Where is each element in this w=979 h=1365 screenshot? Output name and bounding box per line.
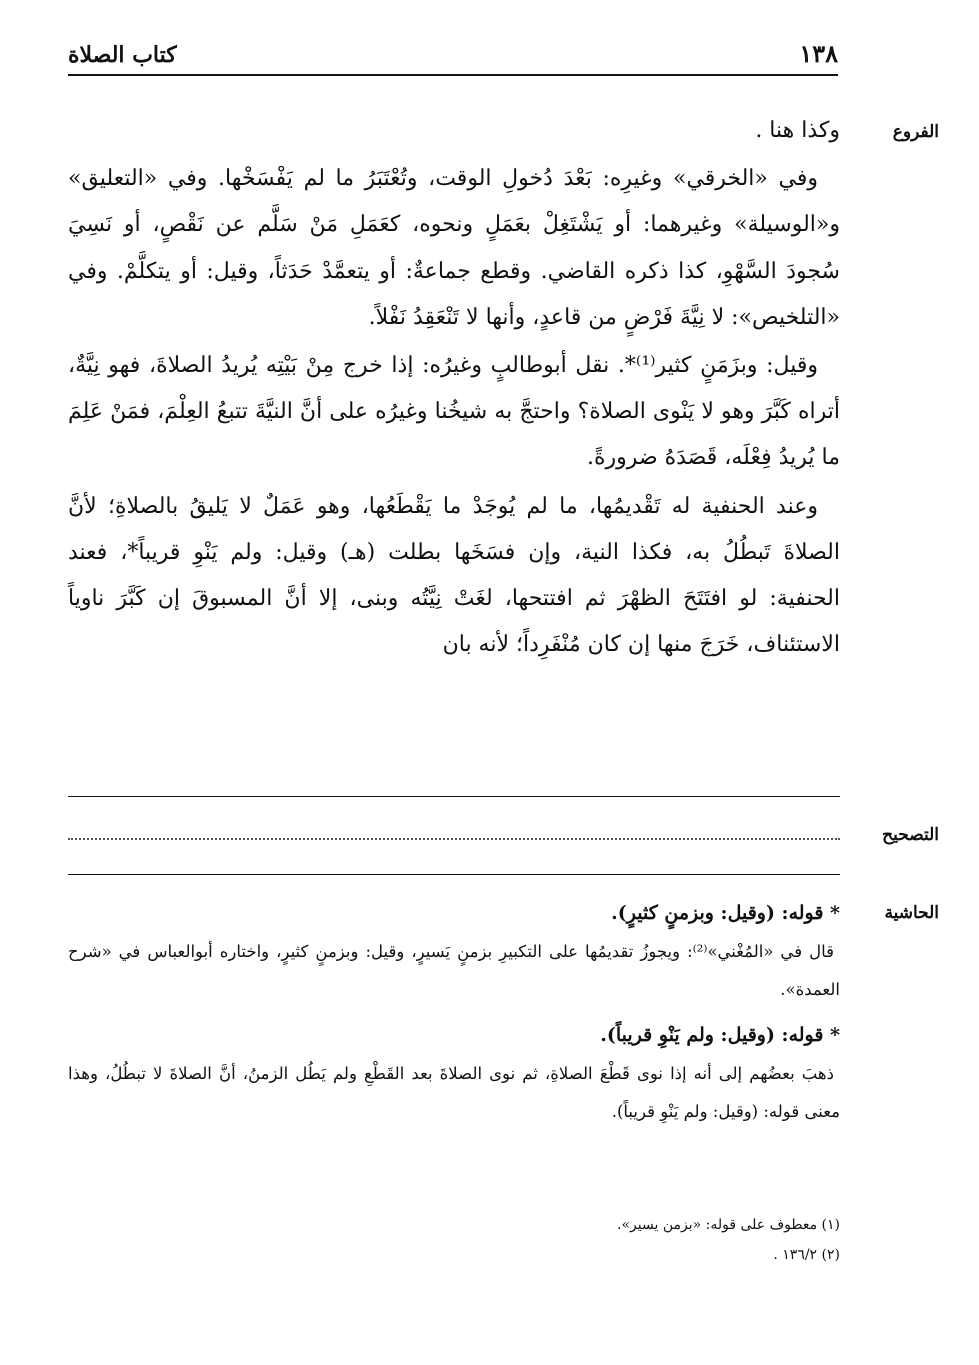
hashiya-note-1: قال في «المُغْني»⁽²⁾: ويجوزُ تقديمُها على التكبيرِ بزمنٍ يَسيرٍ، وقيل: وبزمنٍ كثيرٍ، واختاره أبوالعباس في «شرح العمدة». [68, 942, 840, 999]
footnotes [68, 1210, 840, 1270]
main-text [68, 108, 840, 668]
hashiya-qawl-1: * قوله: (وقيل: وبزمنٍ كثيرٍ). [611, 902, 840, 924]
page-header [68, 34, 838, 76]
paragraph-2: وقيل: وبزَمَنٍ كثير⁽¹⁾*. نقل أبوطالبٍ وغيرُه: إذا خرج مِنْ بَيْتِه يُريدُ الصلاةَ، فهو نِيَّةٌ، أتراه كَبَّرَ وهو لا يَنْوى الصلاة؟ واحتجَّ به شيخُنا وغيرُه على أنَّ النيَّةَ تتبعُ العِلْمَ، فمَنْ عَلِمَ ما يُريدُ فِعْلَه، قَصَدَهُ ضرورةً. [68, 353, 840, 471]
opening-line: وكذا هنا . [755, 118, 840, 143]
footnote-2: (٢) ١٣٦/٢ . [773, 1247, 840, 1263]
rule-top [68, 796, 840, 797]
rule-bottom [68, 874, 840, 875]
tashih-dotted-line [68, 838, 840, 840]
hashiya-note-2: ذهبَ بعضُهم إلى أنه إذا نوى قَطْعَ الصلاةِ، ثم نوى الصلاةَ بعد القَطْعِ ولم يَطُل الزمنُ، أنَّ الصلاةَ لا تبطُلُ، وهذا معنى قوله: (وقيل: ولم يَنْوِ قريباً). [68, 1064, 840, 1121]
hashiya-qawl-2: * قوله: (وقيل: ولم يَنْوِ قريباً). [600, 1024, 840, 1046]
label-tashih: التصحيح [882, 825, 939, 845]
running-title: كتاب الصلاة [68, 42, 177, 68]
paragraph-3: وعند الحنفية له تَقْديمُها، ما لم يُوجَدْ ما يَقْطَعُها، وهو عَمَلٌ لا يَليقُ بالصلاةِ؛ لأنَّ الصلاةَ تَبطُلُ به، فكذا النية، وإن فسَخَها بطلت (هـ) وقيل: ولم يَنْوِ قريباً*، فعند الحنفية: لو افتَتَحَ الظهْرَ ثم افتتحها، لغَتْ نِيَّتُه وبنى، إلا أنَّ المسبوقَ إن كَبَّرَ ناوياً الاستئناف، خَرَجَ منها إن كان مُنْفَرِداً؛ لأنه بان [68, 493, 840, 658]
footnote-1: (١) معطوف على قوله: «بزمن يسير». [617, 1217, 840, 1233]
page-number: ١٣٨ [799, 39, 838, 68]
label-hashiya: الحاشية [884, 903, 939, 923]
label-furu: الفروع [892, 122, 939, 142]
paragraph-1: وفي «الخرقي» وغيرِه: بَعْدَ دُخولِ الوقت، وتُعْتَبَرُ ما لم يَفْسَخْها. وفي «التعليق» و«الوسيلة» وغيرهما: أو يَشْتَغِلْ بعَمَلٍ ونحوه، كعَمَلِ مَنْ سَلَّم عن نَقْصٍ، أو نَسِيَ سُجودَ السَّهْوِ، كذا ذكره القاضي. وقطع جماعةٌ: أو يتعمَّدْ حَدَثاً، وقيل: أو يتكلَّمْ. وفي «التلخيص»: لا نِيَّةَ فَرْضٍ من قاعدٍ، وأنها لا تَنْعَقِدُ نَفْلاً. [68, 166, 840, 330]
hashiya-section [68, 893, 840, 1137]
